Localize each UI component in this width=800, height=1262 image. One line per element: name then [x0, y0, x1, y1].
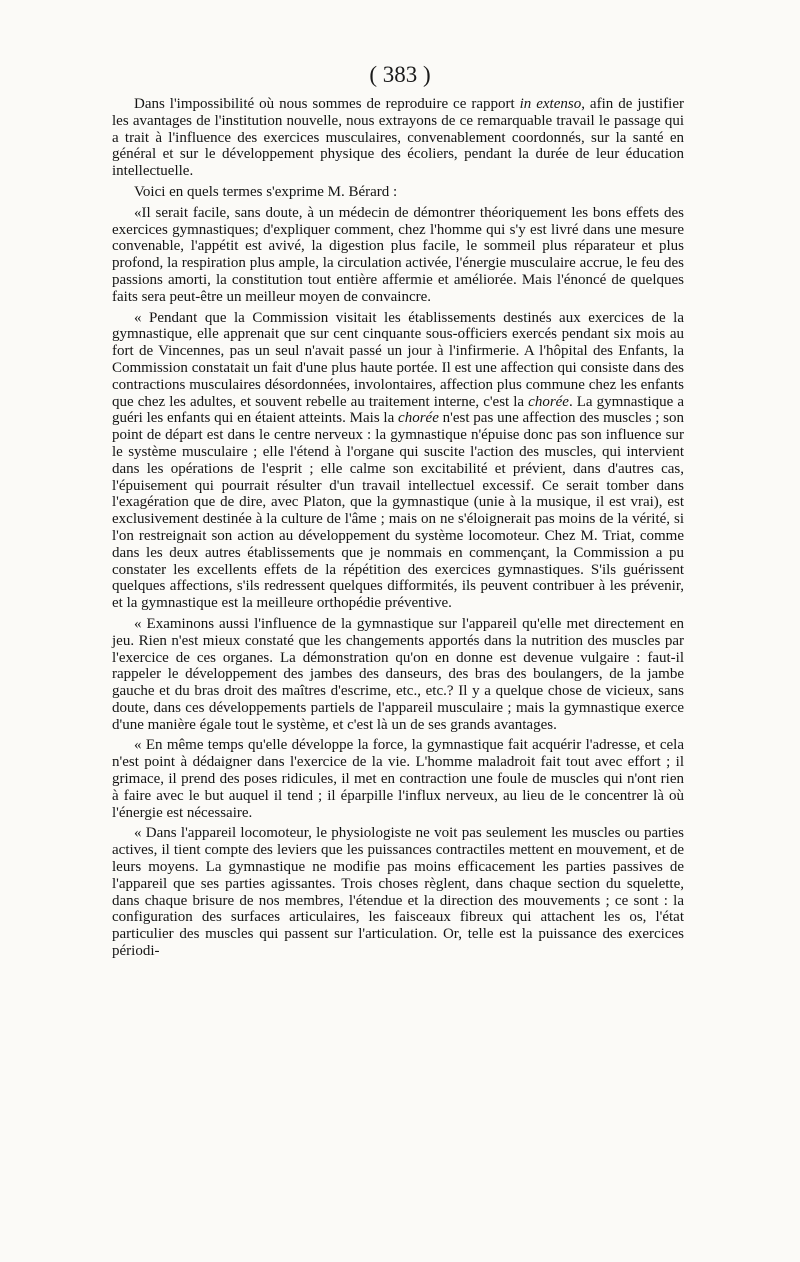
paragraph-1	[112, 96, 684, 180]
text-run: « Pendant que la Commission visitait les établissements destinés aux exercices de la gymnastique, elle apprenait que sur cent cinquante sous-officiers exercés pendant six mois au fort de Vincennes, pas un seul n'avait passé un jour à l'infirmerie. A l'hôpital des Enfants, la Commission constatait un fait d'une plus haute portée. Il est une affection qui consiste dans des contractions musculaires désordonnées, involontaires, affection plus commune chez les enfants que chez les adultes, et souvent rebelle au traitement interne, c'est la	[112, 309, 684, 410]
text-run: Voici en quels termes s'exprime M. Bérard :	[134, 183, 398, 200]
text-run: n'est pas une affection des muscles ; son point de départ est dans le centre nerveux : la gymnastique n'épuise donc pas son influence sur le système musculaire ; elle l'étend à l'organe qui suscite l'action des muscles, qui intervient dans les opérations de l'esprit ; elle calme son excitabilité et prévient, dans d'autres cas, l'épuisement qui pourrait résulter d'un travail intellectuel excessif. Ce serait tomber dans l'exagération que de dire, avec Platon, que la gymnastique (unie à la musique, il est vrai), est exclusivement destinée à la culture de l'âme ; mais on ne s'éloignerait pas moins de la vérité, si l'on restreignait son action au développement du système locomoteur. Chez M. Triat, comme dans les deux autres établissements que je nommais en commençant, la Commission a pu constater les excellents effets de la répétition des exercices gymnastiques. S'ils guérissent quelques affections, s'ils redressent quelques difformités, ils peuvent contribuer à les prévenir, et la gymnastique est la meilleure orthopédie préventive.	[112, 410, 684, 612]
text-run: « Dans l'appareil locomoteur, le physiologiste ne voit pas seulement les muscles ou parties actives, il tient compte des leviers que les puissances contractiles mettent en mouvement, et de leurs moyens. La gymnastique ne modifie pas moins efficacement les parties passives de l'appareil que ses parties agissantes. Trois choses règlent, dans chaque section du squelette, dans chaque brisure de nos membres, l'étendue et la direction des mouvements ; ce sont : la configuration des surfaces articulaires, les faisceaux fibreux qui attachent les os, l'état particulier des muscles qui passent sur l'articulation. Or, telle est la puissance des exercices périodi-	[112, 825, 684, 960]
text-run: « En même temps qu'elle développe la force, la gymnastique fait acquérir l'adresse, et cela n'est point à dédaigner dans l'exercice de la vie. L'homme maladroit fait tout avec effort ; il grimace, il prend des poses ridicules, il met en contraction une foule de muscles qui n'ont rien à faire avec le but auquel il tend ; il éparpille l'influx nerveux, au lieu de le concentrer là où l'énergie est nécessaire.	[112, 737, 684, 821]
italic-text: chorée	[528, 393, 569, 410]
text-run: , afin de justifier les avantages de l'institution nouvelle, nous extrayons de ce remarquable travail le passage qui a trait à l'influence des exercices musculaires, convenablement coordonnés, sur la santé en général et sur le développement physique des écoliers, pendant la durée de leur éducation intellectuelle.	[112, 96, 684, 180]
paragraph-7	[112, 825, 684, 959]
paragraph-5	[112, 616, 684, 734]
paragraph-3	[112, 205, 684, 306]
paragraph-4	[112, 310, 684, 612]
paragraph-2	[112, 184, 684, 201]
italic-text: in extenso	[519, 96, 582, 112]
text-run: « Examinons aussi l'influence de la gymnastique sur l'appareil qu'elle met directement en jeu. Rien n'est mieux constaté que les changements apportés dans la nutrition des muscles par l'exercice de ces organes. La démonstration qu'on en donne est devenue vulgaire : faut-il rappeler le développement des jambes des danseurs, des bras des boulangers, de la jambe gauche et du bras droit des maîtres d'escrime, etc., etc.? Il y a quelque chose de vicieux, sans doute, dans ces développements partiels de l'appareil musculaire ; mais la gymnastique exerce d'une manière égale tout le système, et c'est là un de ses grands avantages.	[112, 615, 684, 733]
paragraph-6	[112, 737, 684, 821]
italic-text: chorée	[398, 410, 439, 427]
page-number: ( 383 )	[369, 62, 431, 87]
text-run: . La gymnastique a guéri les enfants qui en étaient atteints. Mais la	[112, 393, 685, 427]
body-text	[112, 96, 684, 964]
text-run: «Il serait facile, sans doute, à un médecin de démontrer théoriquement les bons effets des exercices gymnastiques; d'expliquer comment, chez l'homme qui s'y est livré dans une mesure convenable, l'appétit est avivé, la digestion plus facile, le sommeil plus réparateur et plus profond, la respiration plus ample, la circulation activée, l'énergie musculaire accrue, le feu des passions amorti, la constitution tout entière affermie et améliorée. Mais l'énoncé de quelques faits sera peut-être un meilleur moyen de convaincre.	[112, 204, 684, 305]
text-run: Dans l'impossibilité où nous sommes de reproduire ce rapport	[134, 96, 520, 112]
